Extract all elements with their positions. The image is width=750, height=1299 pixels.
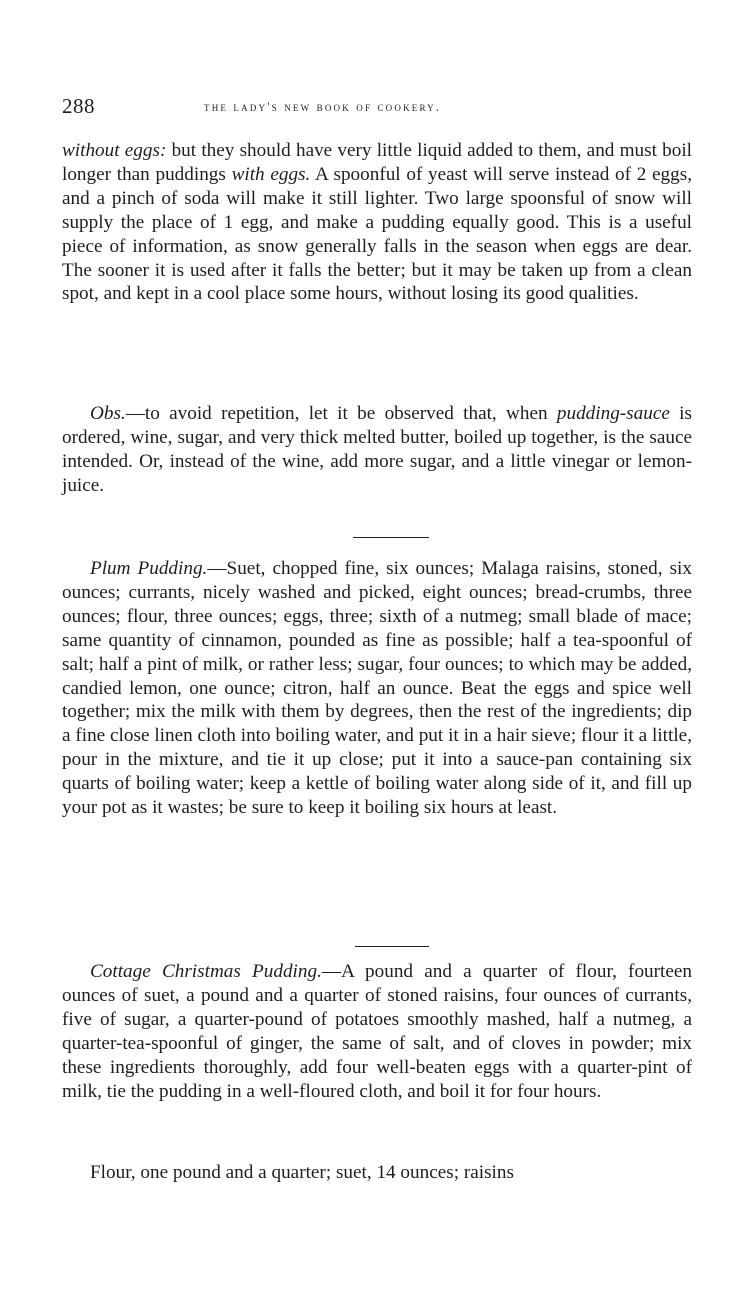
paragraph-text: A spoonful of yeast will serve instead of 2 eggs, and a pinch of soda will make it still lighter. Two large spoonsful of snow will supply the place of 1 egg, and make a pudding equally good. This is a useful piece of information, as snow generally falls in the season when eggs are dear. The sooner it is used after it falls the better; but it may be taken up from a clean spot, and kept in a cool place some hours, without losing its good qualities. bbox=[62, 163, 692, 305]
italic-phrase: pudding-sauce bbox=[556, 403, 670, 424]
recipe-cottage-christmas-pudding bbox=[62, 960, 692, 1103]
page-number: 288 bbox=[62, 94, 95, 118]
recipe-text: Flour, one pound and a quarter; suet, 14 ounces; raisins bbox=[90, 1162, 514, 1183]
paragraph-eggs-continuation bbox=[62, 139, 692, 306]
paragraph-text: is ordered, wine, sugar, and very thick melted butter, boiled up together, is the sauce intended. Or, instead of the wine, add more sugar, and a little vinegar or lemon-juice. bbox=[62, 403, 692, 496]
section-divider bbox=[353, 537, 429, 538]
recipe-title: Plum Pudding. bbox=[90, 558, 208, 579]
recipe-text: —Suet, chopped fine, six ounces; Malaga raisins, stoned, six ounces; currants, nicely washed and picked, eight ounces; bread-crumbs, three ounces; flour, three ounces; eggs, three; sixth of a nutmeg; small blade of mace; same quantity of cinnamon, pounded as fine as possible; half a tea-spoonful of salt; half a pint of milk, or rather less; sugar, four ounces; to which may be added, candied lemon, one ounce; citron, half an ounce. Beat the eggs and spice well together; mix the milk with them by degrees, then the rest of the ingredients; dip a fine close linen cloth into boiling water, and put it in a hair sieve; flour it a little, pour in the mixture, and tie it up close; put it into a sauce-pan containing six quarts of boiling water; keep a kettle of boiling water along side of it, and fill up your pot as it wastes; be sure to keep it boiling six hours at least. bbox=[62, 558, 692, 819]
paragraph-obs-pudding-sauce bbox=[62, 402, 692, 498]
paragraph-text: —to avoid repetition, let it be observed that, when bbox=[125, 403, 557, 424]
running-title: the lady's new book of cookery. bbox=[204, 100, 442, 114]
recipe-ingredients-list bbox=[62, 1161, 692, 1185]
recipe-title: Cottage Christmas Pudding. bbox=[90, 961, 322, 982]
italic-phrase: Obs. bbox=[90, 403, 126, 424]
page-header bbox=[62, 94, 692, 126]
paragraph-text: but they should have very little liquid added to them, and must boil longer than puddings bbox=[62, 140, 692, 185]
italic-phrase: without eggs: bbox=[62, 140, 167, 161]
recipe-text: —A pound and a quarter of flour, fourteen ounces of suet, a pound and a quarter of stoned raisins, four ounces of currants, five of sugar, a quarter-pound of potatoes smoothly mashed, half a nutmeg, a quarter-tea-spoonful of ginger, the same of salt, and of cloves in powder; mix these ingredients thoroughly, add four well-beaten eggs with a quarter-pint of milk, tie the pudding in a well-floured cloth, and boil it for four hours. bbox=[62, 961, 692, 1102]
recipe-plum-pudding bbox=[62, 557, 692, 820]
section-divider bbox=[355, 946, 429, 947]
italic-phrase: with eggs. bbox=[231, 163, 311, 185]
